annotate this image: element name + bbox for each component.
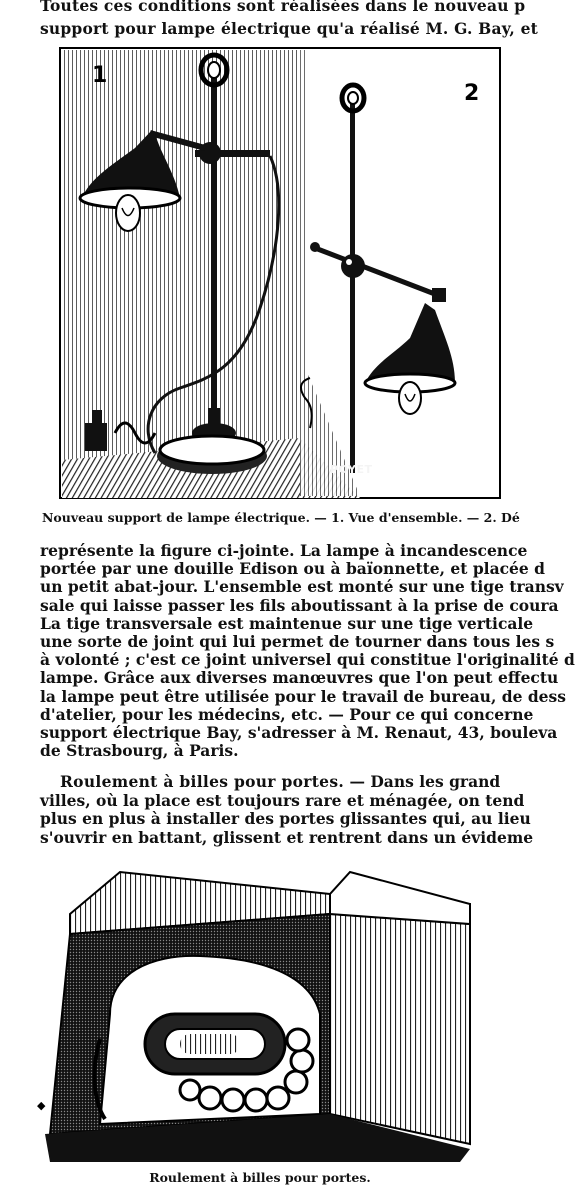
- engraver-signature: POYET: [330, 463, 373, 476]
- intro-line: Toutes ces conditions sont réalisées dans le nouveau p: [40, 0, 526, 15]
- figure-caption-2: Roulement à billes pour portes.: [149, 1170, 371, 1185]
- text-line: d'atelier, pour les médecins, etc. — Pour ce qui concerne: [40, 704, 534, 724]
- text-line: sale qui laisse passer les fils aboutissant à la prise de coura: [40, 595, 559, 615]
- figure-number-2: 2: [464, 81, 480, 106]
- text-line: support électrique Bay, s'adresser à M. Renaut, 43, bouleva: [40, 723, 558, 743]
- text-line: La tige transversale est maintenue sur une tige verticale: [40, 613, 534, 633]
- text-line: à volonté ; c'est ce joint universel qui constitue l'originalité d: [40, 650, 575, 670]
- text-line: villes, où la place est toujours rare et ménagée, on tend: [40, 790, 525, 810]
- svg-text:◆: ◆: [37, 1099, 46, 1112]
- text-line: portée par une douille Edison ou à baïonnette, et placée d: [40, 559, 546, 579]
- intro-line: support pour lampe électrique qu'a réalisé M. G. Bay, et: [40, 19, 539, 38]
- intro-text: [40, 0, 539, 40]
- text-line: lampe. Grâce aux diverses manœuvres que l'on peut effectu: [40, 668, 559, 688]
- text-fragment: — Dans les grand: [344, 772, 501, 791]
- text-line: de Strasbourg, à Paris.: [40, 741, 239, 761]
- figure-caption-1: Nouveau support de lampe électrique. — 1. Vue d'ensemble. — 2. Dé: [42, 510, 520, 525]
- text-line: [40, 773, 500, 792]
- text-line: un petit abat-jour. L'ensemble est monté sur une tige transv: [40, 577, 564, 597]
- ball-bearing-figure: [30, 864, 500, 1164]
- ball-bearing-paragraph: [40, 772, 534, 847]
- lamp-description-paragraph: [40, 541, 575, 761]
- lamp-support-figure: [60, 48, 500, 498]
- text-line: plus en plus à installer des portes glissantes qui, au lieu: [40, 809, 531, 829]
- text-line: représente la figure ci-jointe. La lampe à incandescence: [40, 541, 528, 560]
- ball-bearing-engraving: [30, 864, 500, 1164]
- figure-number-1: 1: [92, 63, 108, 88]
- text-line: la lampe peut être utilisée pour le travail de bureau, de dess: [40, 686, 566, 706]
- section-title: Roulement à billes pour portes.: [60, 772, 345, 791]
- text-line: une sorte de joint qui lui permet de tourner dans tous les s: [40, 632, 555, 652]
- lamp-engraving: [60, 48, 500, 498]
- text-line: s'ouvrir en battant, glissent et rentrent dans un évideme: [40, 827, 534, 847]
